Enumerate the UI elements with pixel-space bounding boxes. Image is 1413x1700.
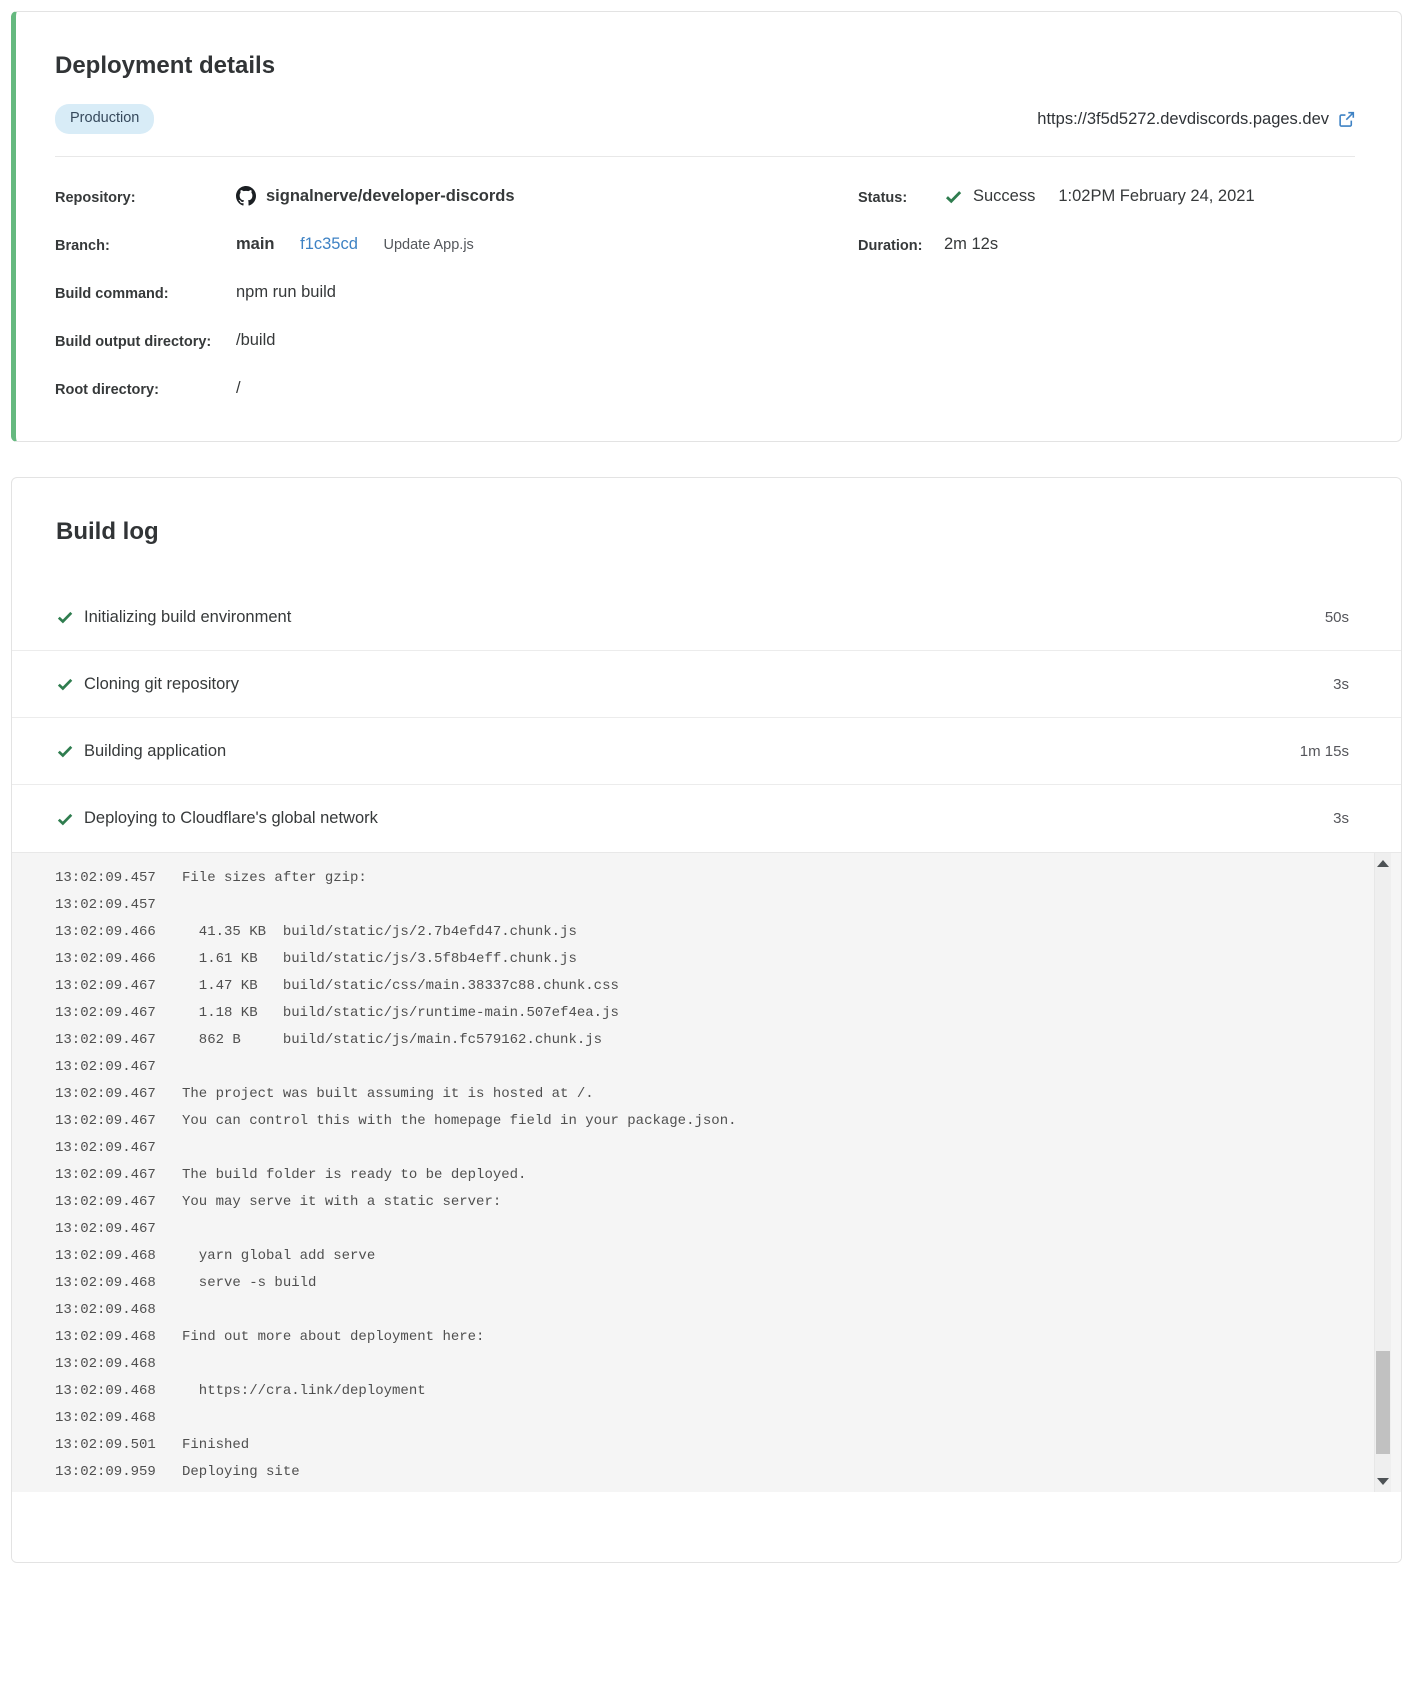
log-line [55,946,1301,973]
log-line [55,1054,1301,1081]
build-output-directory-row [55,329,858,353]
log-line [55,1297,1301,1324]
branch-name: main [236,235,275,253]
log-timestamp: 13:02:09.959 [55,1464,156,1480]
status-label: Status: [858,190,908,206]
log-timestamp: 13:02:09.467 [55,1140,156,1156]
step-duration: 3s [1333,675,1349,693]
build-log-title: Build log [56,518,159,545]
log-line [55,1243,1301,1270]
log-message: The build folder is ready to be deployed. [182,1167,527,1183]
repository-name: signalnerve/developer-discords [266,187,515,205]
log-message: 41.35 KB build/static/js/2.7b4efd47.chunk.js [182,924,577,940]
log-timestamp: 13:02:09.468 [55,1383,156,1399]
log-timestamp: 13:02:09.467 [55,1221,156,1237]
scroll-down-button[interactable] [1375,1473,1391,1490]
log-timestamp: 13:02:09.467 [55,978,156,994]
log-message: 1.61 KB build/static/js/3.5f8b4eff.chunk.js [182,951,577,967]
check-icon [944,187,963,206]
repository-value [236,185,515,207]
status-text: Success [973,187,1036,205]
log-line [55,1135,1301,1162]
step-label: Building application [84,741,227,760]
duration-row [858,233,1355,257]
log-timestamp: 13:02:09.501 [55,1437,156,1453]
log-timestamp: 13:02:09.468 [55,1329,156,1345]
build-log-card [11,477,1402,1563]
log-line [55,1324,1301,1351]
check-icon [56,810,74,828]
log-line [55,1081,1301,1108]
log-timestamp: 13:02:09.467 [55,1113,156,1129]
scroll-up-button[interactable] [1375,855,1391,872]
step-label: Cloning git repository [84,674,239,693]
deployment-url: https://3f5d5272.devdiscords.pages.dev [1037,109,1329,128]
log-message: You can control this with the homepage field in your package.json. [182,1113,737,1129]
log-timestamp: 13:02:09.468 [55,1410,156,1426]
deployment-status-column [858,185,1355,401]
log-line [55,1108,1301,1135]
log-line [55,1162,1301,1189]
build-log-output[interactable] [12,852,1401,1492]
deployment-details-title: Deployment details [55,52,276,79]
build-step-row[interactable] [12,584,1401,651]
log-timestamp: 13:02:09.468 [55,1248,156,1264]
log-line [55,1351,1301,1378]
log-line [55,1378,1301,1405]
log-timestamp: 13:02:09.467 [55,1032,156,1048]
log-scrollbar[interactable] [1374,853,1391,1492]
log-line [55,973,1301,1000]
build-step-row[interactable] [12,785,1401,852]
step-label: Initializing build environment [84,607,292,626]
log-message: The project was built assuming it is hosted at /. [182,1086,594,1102]
deployment-meta-row [55,104,1355,134]
log-timestamp: 13:02:09.466 [55,951,156,967]
log-timestamp: 13:02:09.467 [55,1005,156,1021]
log-message: serve -s build [182,1275,317,1291]
build-output-directory-value: /build [236,331,276,349]
log-timestamp: 13:02:09.468 [55,1275,156,1291]
status-timestamp: 1:02PM February 24, 2021 [1058,187,1255,205]
log-line [55,1000,1301,1027]
branch-value [236,233,474,256]
log-message: https://cra.link/deployment [182,1383,426,1399]
log-timestamp: 13:02:09.467 [55,1059,156,1075]
log-message: Deploying site [182,1464,300,1480]
commit-hash-link[interactable]: f1c35cd [300,235,358,253]
deployment-details-card [11,11,1402,442]
log-bottom-spacer [12,1492,1401,1562]
log-message: 1.47 KB build/static/css/main.38337c88.chunk.css [182,978,619,994]
branch-label: Branch: [55,238,110,254]
triangle-down-icon [1377,1478,1389,1485]
build-steps-list [12,584,1401,852]
log-line [55,919,1301,946]
log-line [55,892,1301,919]
root-directory-row [55,377,858,401]
duration-value: 2m 12s [944,235,999,253]
build-step-row[interactable] [12,651,1401,718]
deployment-fields-column [55,185,858,401]
build-command-row [55,281,858,305]
build-output-directory-label: Build output directory: [55,334,212,350]
log-message: 1.18 KB build/static/js/runtime-main.507ef4ea.js [182,1005,619,1021]
log-line [55,1432,1301,1459]
log-message: Find out more about deployment here: [182,1329,485,1345]
step-duration: 50s [1324,608,1349,626]
root-directory-value: / [236,379,241,397]
root-directory-label: Root directory: [55,382,159,398]
log-message: Finished [182,1437,250,1453]
build-step-row[interactable] [12,718,1401,785]
scrollbar-thumb[interactable] [1376,1351,1390,1453]
log-line [55,1459,1301,1486]
log-line [55,1027,1301,1054]
log-timestamp: 13:02:09.467 [55,1194,156,1210]
log-timestamp: 13:02:09.467 [55,1086,156,1102]
build-command-label: Build command: [55,286,169,302]
github-icon [236,186,256,206]
status-value [944,185,1255,207]
commit-message: Update App.js [383,237,474,253]
step-duration: 3s [1333,810,1349,827]
status-row [858,185,1355,209]
log-timestamp: 13:02:09.457 [55,897,156,913]
log-line [55,1216,1301,1243]
step-duration: 1m 15s [1299,742,1349,760]
repository-label: Repository: [55,190,136,206]
check-icon [56,608,74,626]
log-line [55,865,1301,892]
log-message: yarn global add serve [182,1248,376,1264]
environment-badge: Production [55,104,154,134]
log-message: 862 B build/static/js/main.fc579162.chunk.js [182,1032,603,1048]
branch-row [55,233,858,257]
log-timestamp: 13:02:09.467 [55,1167,156,1183]
check-icon [56,675,74,693]
build-command-value: npm run build [236,283,336,301]
log-message: File sizes after gzip: [182,870,367,886]
log-timestamp: 13:02:09.457 [55,870,156,886]
log-timestamp: 13:02:09.468 [55,1356,156,1372]
log-line [55,1270,1301,1297]
triangle-up-icon [1377,860,1389,867]
log-timestamp: 13:02:09.468 [55,1302,156,1318]
deployment-divider [55,156,1355,157]
repository-row [55,185,858,209]
deployment-url-link[interactable] [1037,110,1355,129]
log-lines [12,853,1401,1486]
log-timestamp: 13:02:09.466 [55,924,156,940]
step-label: Deploying to Cloudflare's global network [84,809,378,827]
duration-label: Duration: [858,238,923,254]
check-icon [56,742,74,760]
log-message: You may serve it with a static server: [182,1194,502,1210]
external-link-icon[interactable] [1338,111,1355,128]
log-line [55,1405,1301,1432]
log-line [55,1189,1301,1216]
deployment-detail-grid [55,185,1355,401]
